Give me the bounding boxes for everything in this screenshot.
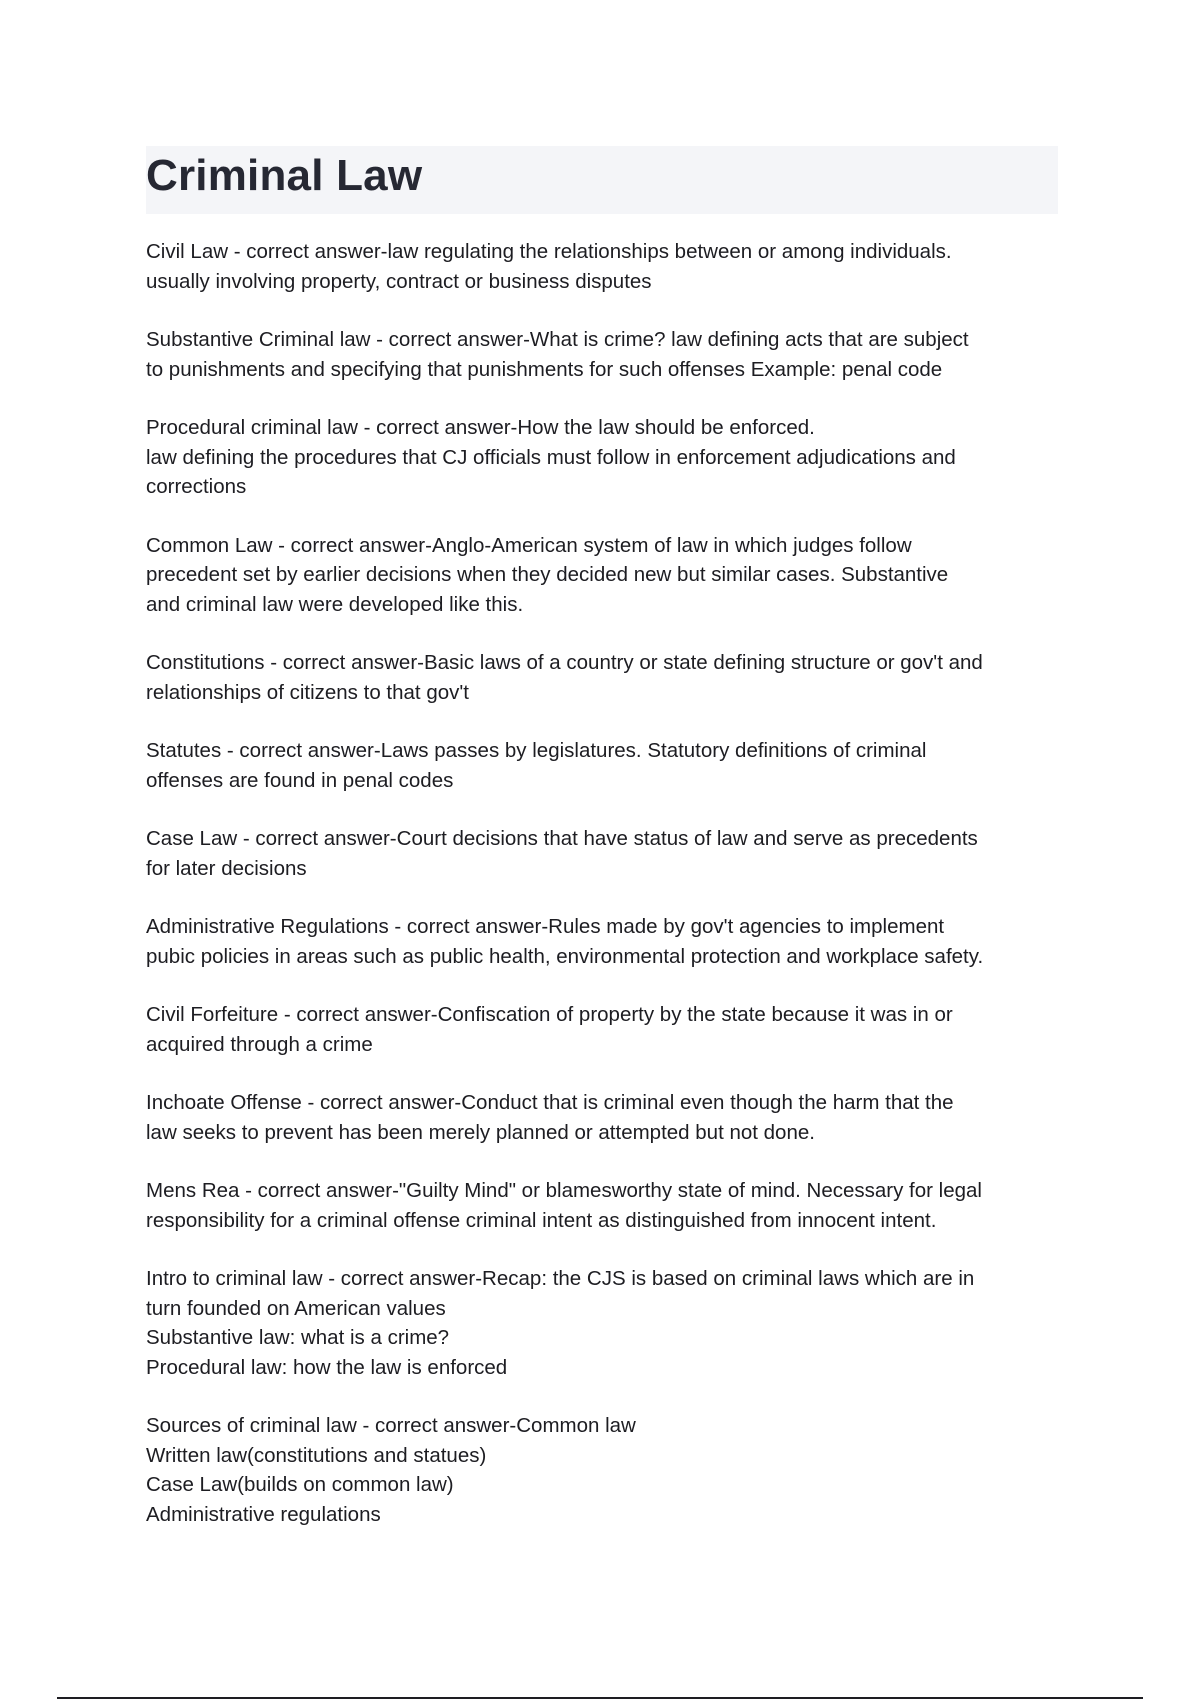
entry-line: Administrative Regulations - correct answer-Rules made by gov't agencies to implement (146, 915, 945, 938)
entry-procedural-criminal-law (146, 413, 1066, 502)
entry-sources-of-criminal-law (146, 1411, 1066, 1529)
entry-line: for later decisions (146, 856, 307, 880)
entry-line: Case Law - correct answer-Court decisions that have status of law and serve as precedents (146, 827, 978, 850)
entry-line: Statutes - correct answer-Laws passes by legislatures. Statutory definitions of criminal (146, 739, 927, 762)
entry-line: Civil Forfeiture - correct answer-Confiscation of property by the state because it was in or (146, 1003, 953, 1026)
flashcard-list (146, 237, 1066, 1558)
entry-line: Substantive Criminal law - correct answer-What is crime? law defining acts that are subject (146, 328, 969, 351)
entry-line: responsibility for a criminal offense criminal intent as distinguished from innocent intent. (146, 1208, 937, 1232)
entry-intro-to-criminal-law (146, 1264, 1066, 1382)
entry-line: law seeks to prevent has been merely planned or attempted but not done. (146, 1120, 815, 1144)
entry-substantive-criminal-law (146, 325, 1066, 384)
entry-line: usually involving property, contract or business disputes (146, 269, 652, 293)
entry-line: Sources of criminal law - correct answer-Common law (146, 1414, 636, 1437)
entry-administrative-regulations (146, 912, 1066, 971)
entry-line: precedent set by earlier decisions when they decided new but similar cases. Substantive (146, 563, 949, 586)
entry-line: Intro to criminal law - correct answer-Recap: the CJS is based on criminal laws which are in (146, 1267, 975, 1290)
entry-civil-forfeiture (146, 1000, 1066, 1059)
entry-statutes (146, 736, 1066, 795)
entry-line: Mens Rea - correct answer-"Guilty Mind" or blamesworthy state of mind. Necessary for legal (146, 1179, 982, 1202)
entry-line: Common Law - correct answer-Anglo-American system of law in which judges follow (146, 533, 912, 557)
entry-line: Procedural criminal law - correct answer-How the law should be enforced. (146, 416, 815, 439)
entry-line: relationships of citizens to that gov't (146, 680, 469, 704)
entry-line: turn founded on American values (146, 1296, 446, 1320)
entry-line: to punishments and specifying that punishments for such offenses Example: penal code (146, 357, 943, 381)
page-footer-divider (57, 1697, 1143, 1699)
entry-line: corrections (146, 475, 247, 498)
entry-constitutions (146, 648, 1066, 707)
entry-line: Procedural law: how the law is enforced (146, 1355, 508, 1379)
entry-civil-law (146, 237, 1066, 296)
entry-line: law defining the procedures that CJ officials must follow in enforcement adjudications and (146, 445, 956, 469)
entry-line: Civil Law - correct answer-law regulating the relationships between or among individuals. (146, 240, 952, 263)
entry-line: acquired through a crime (146, 1032, 373, 1056)
entry-line: Case Law(builds on common law) (146, 1473, 454, 1496)
entry-common-law (146, 531, 1066, 620)
entry-line: Inchoate Offense - correct answer-Conduct that is criminal even though the harm that the (146, 1091, 954, 1114)
entry-line: offenses are found in penal codes (146, 768, 454, 792)
entry-line: and criminal law were developed like this. (146, 592, 524, 616)
document-title: Criminal Law (146, 151, 423, 200)
entry-line: Constitutions - correct answer-Basic laws of a country or state defining structure or gov't and (146, 651, 983, 674)
entry-case-law (146, 824, 1066, 883)
entry-line: Written law(constitutions and statues) (146, 1443, 487, 1467)
entry-inchoate-offense (146, 1088, 1066, 1147)
title-banner (146, 146, 1058, 214)
entry-line: Substantive law: what is a crime? (146, 1326, 450, 1349)
entry-line: Administrative regulations (146, 1502, 381, 1526)
entry-line: pubic policies in areas such as public health, environmental protection and workplace safety. (146, 944, 984, 968)
entry-mens-rea (146, 1176, 1066, 1235)
